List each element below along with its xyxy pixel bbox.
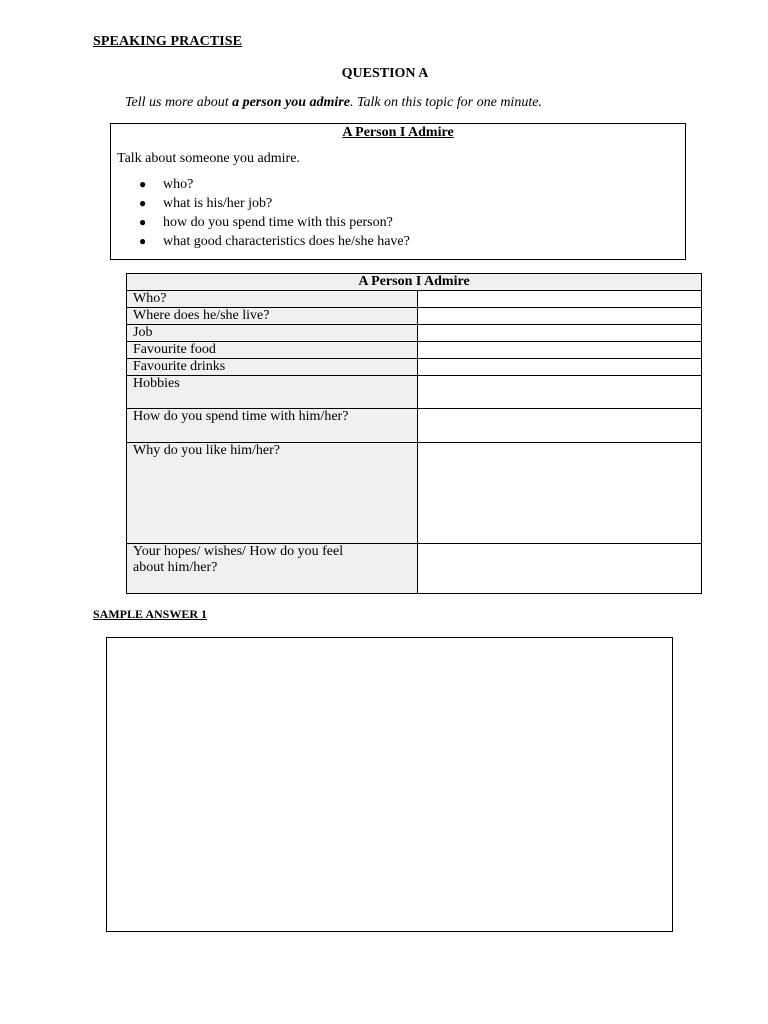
row-answer-cell[interactable]: [418, 308, 702, 325]
table-row: [127, 308, 702, 325]
table-row: [127, 325, 702, 342]
prompt-bullet-item: [139, 213, 685, 232]
prompt-bullet-item: [139, 194, 685, 213]
sample-answer-heading: SAMPLE ANSWER 1: [93, 607, 208, 621]
row-answer-cell[interactable]: [418, 291, 702, 308]
row-answer-cell[interactable]: [418, 342, 702, 359]
admire-table: [126, 273, 702, 594]
instruction-after: . Talk on this topic for one minute.: [349, 95, 542, 110]
row-answer-cell[interactable]: [418, 443, 702, 544]
table-row: [127, 342, 702, 359]
row-label: How do you spend time with him/her?: [127, 409, 418, 443]
prompt-bullet-item: [139, 175, 685, 194]
row-answer-cell[interactable]: [418, 409, 702, 443]
prompt-bullet-text: what is his/her job?: [163, 196, 273, 211]
row-answer-cell[interactable]: [418, 544, 702, 594]
table-header-row: [127, 274, 702, 291]
bullet-icon: ●: [139, 234, 147, 248]
row-answer-cell[interactable]: [418, 376, 702, 409]
row-label: Hobbies: [127, 376, 418, 409]
page-heading: SPEAKING PRACTISE: [93, 34, 243, 49]
question-title: QUESTION A: [341, 66, 429, 81]
prompt-bullet-item: [139, 232, 685, 251]
table-title: A Person I Admire: [127, 274, 702, 291]
table-row: [127, 443, 702, 544]
prompt-bullet-list: [111, 175, 685, 251]
table-row: [127, 376, 702, 409]
instruction-text: [125, 95, 542, 111]
prompt-box-title: A Person I Admire: [342, 125, 454, 140]
prompt-box-intro: Talk about someone you admire.: [117, 151, 300, 166]
row-answer-cell[interactable]: [418, 325, 702, 342]
row-answer-cell[interactable]: [418, 359, 702, 376]
row-label: Job: [127, 325, 418, 342]
table-row: [127, 544, 702, 594]
row-label: Favourite food: [127, 342, 418, 359]
row-label: Who?: [127, 291, 418, 308]
bullet-icon: ●: [139, 215, 147, 229]
row-label: Why do you like him/her?: [127, 443, 418, 544]
instruction-emphasis: a person you admire: [232, 95, 350, 110]
row-label: Favourite drinks: [127, 359, 418, 376]
sample-answer-box[interactable]: [106, 637, 673, 932]
table-row: [127, 291, 702, 308]
instruction-before: Tell us more about: [125, 95, 233, 110]
row-label: Your hopes/ wishes/ How do you feel about him/her?: [127, 544, 418, 594]
bullet-icon: ●: [139, 177, 147, 191]
prompt-bullet-text: how do you spend time with this person?: [163, 215, 393, 230]
prompt-bullet-text: what good characteristics does he/she have?: [163, 234, 410, 249]
row-label: Where does he/she live?: [127, 308, 418, 325]
bullet-icon: ●: [139, 196, 147, 210]
prompt-bullet-text: who?: [163, 177, 194, 192]
table-row: [127, 359, 702, 376]
table-row: [127, 409, 702, 443]
prompt-box: [110, 123, 686, 260]
